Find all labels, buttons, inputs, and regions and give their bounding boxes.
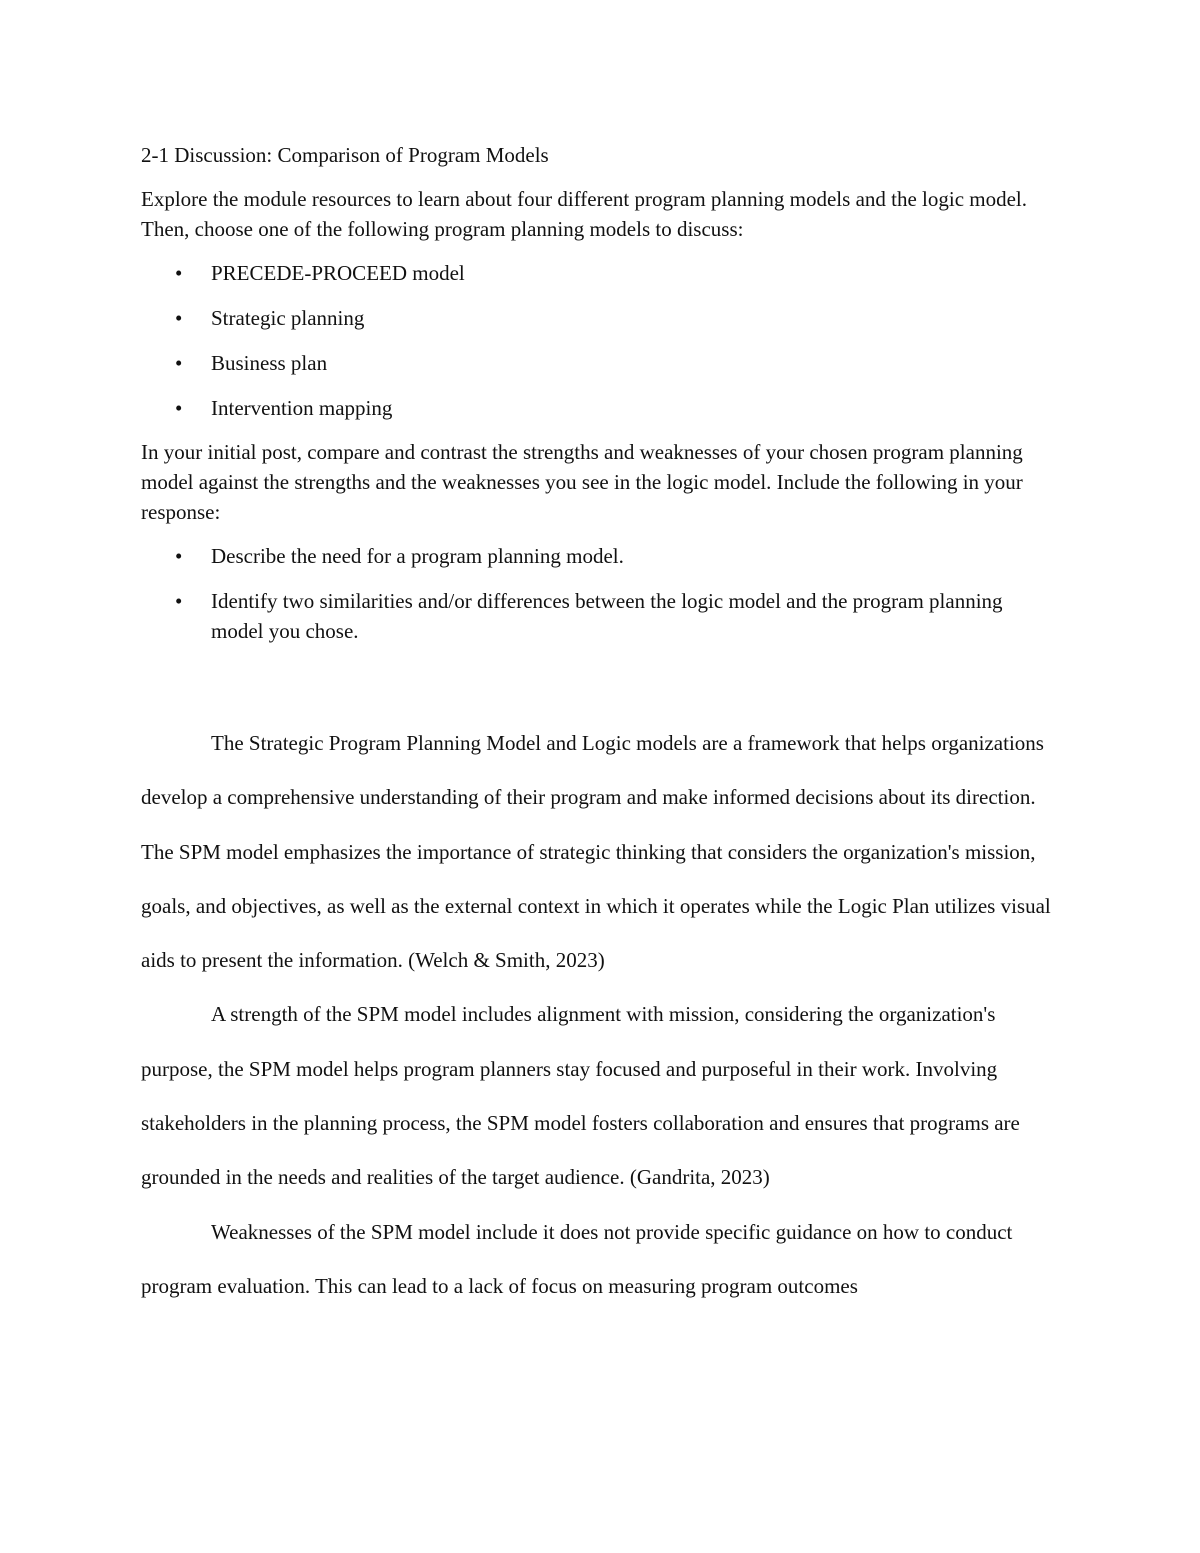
list-item [141,393,1056,423]
list-item [141,541,1056,571]
bullet-icon: • [175,351,183,375]
bullet-icon: • [175,544,183,568]
list-item [141,303,1056,333]
bullet-icon: • [175,589,183,613]
essay-paragraph: A strength of the SPM model includes alignment with mission, considering the organization's purpose, the SPM model helps program planners stay focused and purposeful in their work. Involving stakeholders in the planning process, the SPM model fosters collaboration and ensures that programs are grounded in the needs and realities of the target audience. (Gandrita, 2023) [141,1002,1020,1190]
requirement-item: Identify two similarities and/or differences between the logic model and the program planning model you chose. [211,589,1003,643]
requirements-list [141,541,1056,646]
bullet-icon: • [175,306,183,330]
list-item [141,258,1056,288]
document-content [141,140,1056,1313]
list-item [141,586,1056,646]
essay-paragraph: The Strategic Program Planning Model and Logic models are a framework that helps organizations develop a comprehensive understanding of their program and make informed decisions about its direction. The SPM model emphasizes the importance of strategic thinking that considers the organization's mission, goals, and objectives, as well as the external context in which it operates while the Logic Plan utilizes visual aids to present the information. (Welch & Smith, 2023) [141,731,1051,973]
essay-paragraph: Weaknesses of the SPM model include it does not provide specific guidance on how to conduct program evaluation. This can lead to a lack of focus on measuring program outcomes [141,1219,1013,1298]
requirement-item: Describe the need for a program planning model. [211,544,624,568]
model-option: Strategic planning [211,306,365,330]
model-options-list [141,258,1056,423]
prompt-intro: Explore the module resources to learn about four different program planning models and the logic model. Then, choose one of the following program planning models to discuss: [141,187,1028,241]
bullet-icon: • [175,396,183,420]
list-item [141,348,1056,378]
discussion-title: 2-1 Discussion: Comparison of Program Models [141,143,549,167]
prompt-instructions: In your initial post, compare and contrast the strengths and weaknesses of your chosen program planning model against the strengths and the weaknesses you see in the logic model. Include the following in your response: [141,440,1023,524]
model-option: Business plan [211,351,328,375]
response-essay [141,716,1056,1313]
model-option: Intervention mapping [211,396,393,420]
model-option: PRECEDE-PROCEED model [211,261,465,285]
bullet-icon: • [175,261,183,285]
